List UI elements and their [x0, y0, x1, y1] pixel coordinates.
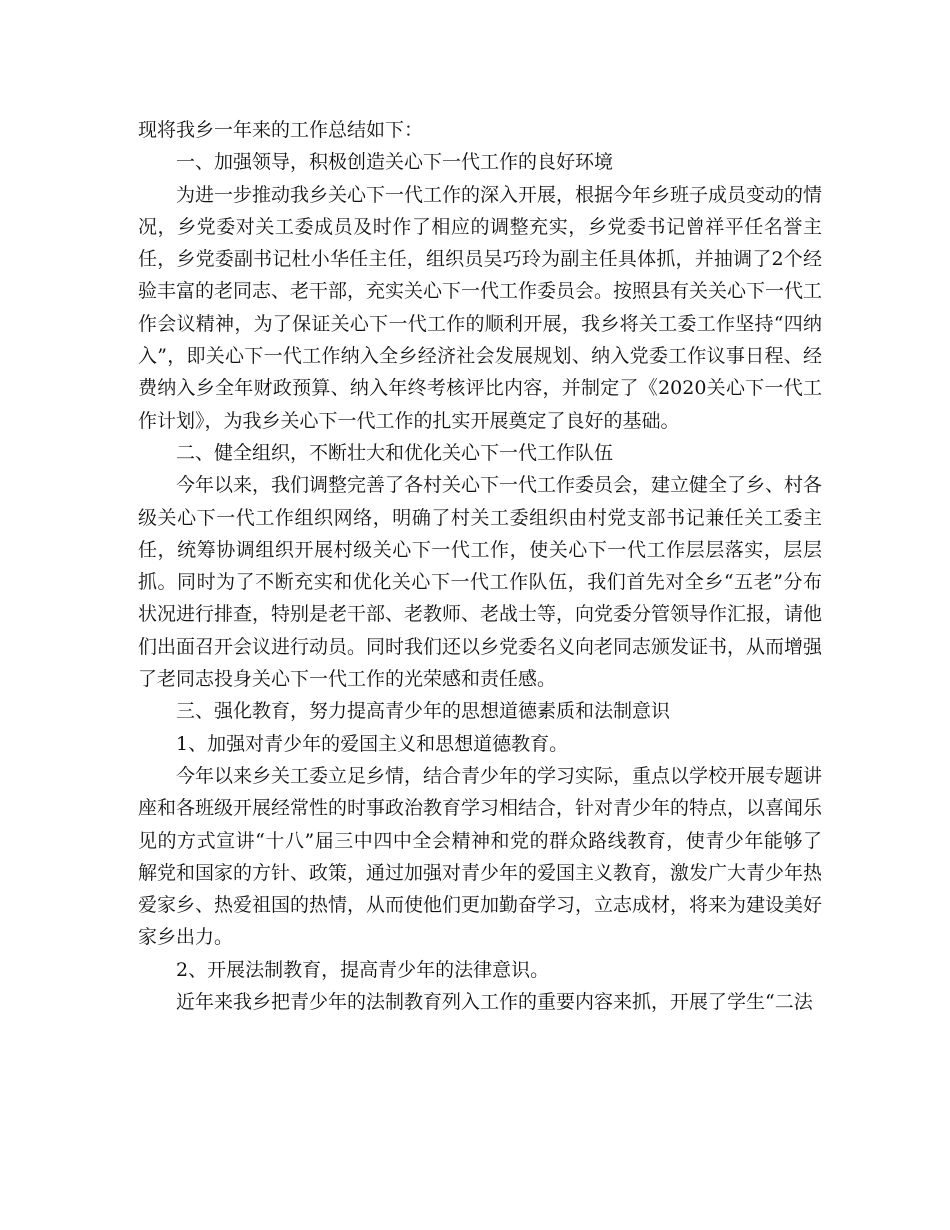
heading-section-2: 二、健全组织，不断壮大和优化关心下一代工作队伍: [176, 441, 614, 464]
paragraph-section-1-body: 为进一步推动我乡关心下一代工作的深入开展，根据今年乡班子成员变动的情况，乡党委对关工委成员及时作了相应的调整充实，乡党委书记曾祥平任名誉主任，乡党委副书记杜小华任主任，组织员吴巧玲为副主任具体抓，并抽调了2个经验丰富的老同志、老干部，充实关心下一代工作委员会。按照县有关关心下一代工作会议精神，为了保证关心下一代工作的顺利开展，我乡将关工委工作坚持“四纳入”，即关心下一代工作纳入全乡经济社会发展规划、纳入党委工作议事日程、经费纳入乡全年财政预算、纳入年终考核评比内容，并制定了《2020关心下一代工作计划》，为我乡关心下一代工作的扎实开展奠定了良好的基础。: [138, 183, 823, 432]
paragraph-intro: 现将我乡一年来的工作总结如下：: [138, 119, 424, 141]
heading-section-1: 一、加强领导，积极创造关心下一代工作的良好环境: [176, 151, 614, 174]
paragraph-3-1-body: 今年以来乡关工委立足乡情，结合青少年的学习实际，重点以学校开展专题讲座和各班级开展经常性的时事政治教育学习相结合，针对青少年的特点，以喜闻乐见的方式宣讲“十八”届三中四中全会精神和党的群众路线教育，使青少年能够了解党和国家的方针、政策，通过加强对青少年的爱国主义教育，激发广大青少年热爱家乡、热爱祖国的热情，从而使他们更加勤奋学习，立志成材，将来为建设美好家乡出力。: [138, 764, 823, 949]
subheading-3-1: 1、加强对青少年的爱国主义和思想道德教育。: [176, 732, 569, 755]
heading-section-3: 三、强化教育，努力提高青少年的思想道德素质和法制意识: [176, 700, 671, 723]
document-page: [138, 114, 822, 1018]
subheading-3-2: 2、开展法制教育，提高青少年的法律意识。: [176, 958, 550, 981]
paragraph-3-2-body: 近年来我乡把青少年的法制教育列入工作的重要内容来抓，开展了学生“二法: [176, 991, 813, 1014]
paragraph-section-2-body: 今年以来，我们调整完善了各村关心下一代工作委员会，建立健全了乡、村各级关心下一代工作组织网络，明确了村关工委组织由村党支部书记兼任关工委主任，统筹协调组织开展村级关心下一代工作，使关心下一代工作层层落实，层层抓。同时为了不断充实和优化关心下一代工作队伍，我们首先对全乡“五老”分布状况进行排查，特别是老干部、老教师、老战士等，向党委分管领导作汇报，请他们出面召开会议进行动员。同时我们还以乡党委名义向老同志颁发证书，从而增强了老同志投身关心下一代工作的光荣感和责任感。: [138, 474, 823, 691]
